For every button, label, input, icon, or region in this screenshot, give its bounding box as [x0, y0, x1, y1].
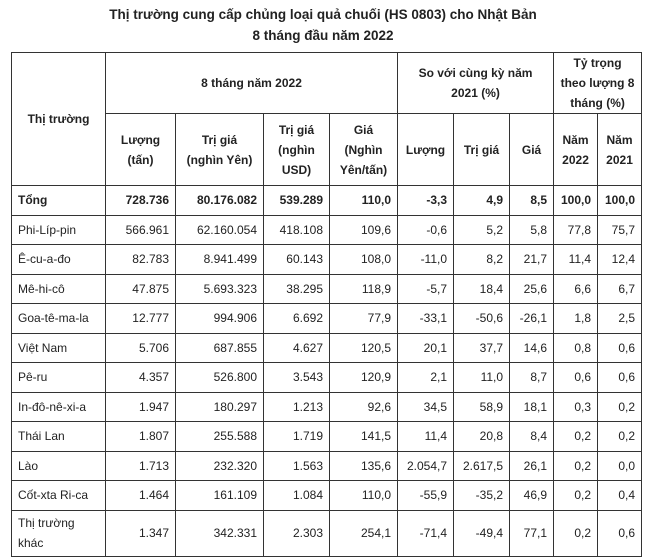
cell-yoy-volume: 2.054,7	[398, 451, 454, 481]
cell-value-usd: 2.303	[264, 510, 330, 556]
header-value-yen: Trị giá (nghìn Yên)	[176, 114, 264, 186]
cell-share-2022: 100,0	[554, 186, 598, 216]
cell-yoy-value: 11,0	[454, 363, 510, 393]
cell-share-2021: 6,7	[598, 274, 642, 304]
cell-yoy-value: 2.617,5	[454, 451, 510, 481]
cell-price: 110,0	[330, 481, 398, 511]
cell-yoy-value: 37,7	[454, 333, 510, 363]
cell-market: Cốt-xta Ri-ca	[12, 481, 106, 511]
cell-value-yen: 161.109	[176, 481, 264, 511]
header-market: Thị trường	[12, 53, 106, 186]
cell-share-2021: 12,4	[598, 245, 642, 275]
cell-volume: 1.464	[106, 481, 176, 511]
cell-share-2021: 0,6	[598, 363, 642, 393]
cell-share-2022: 6,6	[554, 274, 598, 304]
header-group-8-months: 8 tháng năm 2022	[106, 53, 398, 114]
cell-volume: 47.875	[106, 274, 176, 304]
cell-market: In-đô-nê-xi-a	[12, 392, 106, 422]
cell-price: 92,6	[330, 392, 398, 422]
cell-share-2022: 11,4	[554, 245, 598, 275]
cell-share-2021: 0,4	[598, 481, 642, 511]
cell-share-2022: 0,2	[554, 481, 598, 511]
title-line-2: 8 tháng đầu năm 2022	[252, 28, 394, 43]
cell-value-yen: 994.906	[176, 304, 264, 334]
cell-value-usd: 539.289	[264, 186, 330, 216]
cell-value-yen: 526.800	[176, 363, 264, 393]
cell-volume: 5.706	[106, 333, 176, 363]
header-value-usd: Trị giá (nghìn USD)	[264, 114, 330, 186]
cell-yoy-price: 25,6	[510, 274, 554, 304]
cell-yoy-value: 58,9	[454, 392, 510, 422]
cell-yoy-price: 26,1	[510, 451, 554, 481]
cell-value-usd: 1.563	[264, 451, 330, 481]
header-yoy-value: Trị giá	[454, 114, 510, 186]
document-title	[0, 0, 646, 50]
cell-yoy-price: 5,8	[510, 215, 554, 245]
cell-value-yen: 62.160.054	[176, 215, 264, 245]
cell-yoy-volume: -33,1	[398, 304, 454, 334]
cell-yoy-volume: -3,3	[398, 186, 454, 216]
cell-market: Thị trường khác	[12, 510, 106, 556]
cell-yoy-price: 8,5	[510, 186, 554, 216]
header-share-2021: Năm 2021	[598, 114, 642, 186]
header-price: Giá (Nghìn Yên/tấn)	[330, 114, 398, 186]
table-row	[12, 245, 642, 275]
table-row	[12, 363, 642, 393]
header-row-1	[12, 53, 642, 114]
cell-share-2021: 0,2	[598, 392, 642, 422]
cell-market: Pê-ru	[12, 363, 106, 393]
cell-value-usd: 4.627	[264, 333, 330, 363]
cell-yoy-price: 18,1	[510, 392, 554, 422]
cell-yoy-value: 8,2	[454, 245, 510, 275]
cell-yoy-volume: 11,4	[398, 422, 454, 452]
cell-yoy-price: -26,1	[510, 304, 554, 334]
banana-market-table	[11, 52, 642, 557]
cell-value-usd: 1.084	[264, 481, 330, 511]
cell-value-usd: 38.295	[264, 274, 330, 304]
cell-value-usd: 6.692	[264, 304, 330, 334]
cell-yoy-volume: -71,4	[398, 510, 454, 556]
cell-share-2022: 0,6	[554, 363, 598, 393]
cell-volume: 1.947	[106, 392, 176, 422]
cell-share-2022: 77,8	[554, 215, 598, 245]
cell-yoy-volume: 34,5	[398, 392, 454, 422]
header-yoy-volume: Lượng	[398, 114, 454, 186]
cell-price: 118,9	[330, 274, 398, 304]
cell-price: 254,1	[330, 510, 398, 556]
cell-yoy-value: -49,4	[454, 510, 510, 556]
cell-share-2021: 0,6	[598, 510, 642, 556]
cell-price: 135,6	[330, 451, 398, 481]
cell-value-yen: 342.331	[176, 510, 264, 556]
table-row	[12, 215, 642, 245]
cell-market: Thái Lan	[12, 422, 106, 452]
cell-market: Tổng	[12, 186, 106, 216]
cell-volume: 82.783	[106, 245, 176, 275]
cell-share-2021: 0,6	[598, 333, 642, 363]
header-row-2	[12, 114, 642, 186]
header-share-2022: Năm 2022	[554, 114, 598, 186]
cell-yoy-volume: -0,6	[398, 215, 454, 245]
cell-price: 110,0	[330, 186, 398, 216]
cell-share-2022: 0,8	[554, 333, 598, 363]
cell-yoy-price: 8,4	[510, 422, 554, 452]
cell-yoy-price: 8,7	[510, 363, 554, 393]
cell-volume: 566.961	[106, 215, 176, 245]
cell-yoy-value: -35,2	[454, 481, 510, 511]
cell-share-2021: 75,7	[598, 215, 642, 245]
cell-value-yen: 180.297	[176, 392, 264, 422]
cell-value-yen: 255.588	[176, 422, 264, 452]
cell-market: Goa-tê-ma-la	[12, 304, 106, 334]
cell-share-2022: 1,8	[554, 304, 598, 334]
table-row	[12, 392, 642, 422]
header-volume: Lượng (tấn)	[106, 114, 176, 186]
cell-volume: 1.713	[106, 451, 176, 481]
cell-value-usd: 1.213	[264, 392, 330, 422]
cell-volume: 728.736	[106, 186, 176, 216]
header-yoy-price: Giá	[510, 114, 554, 186]
cell-value-usd: 3.543	[264, 363, 330, 393]
cell-yoy-price: 46,9	[510, 481, 554, 511]
cell-yoy-price: 14,6	[510, 333, 554, 363]
cell-market: Phi-Líp-pin	[12, 215, 106, 245]
cell-share-2022: 0,2	[554, 451, 598, 481]
cell-market: Việt Nam	[12, 333, 106, 363]
cell-value-yen: 8.941.499	[176, 245, 264, 275]
cell-yoy-price: 21,7	[510, 245, 554, 275]
cell-value-usd: 418.108	[264, 215, 330, 245]
cell-share-2021: 0,2	[598, 422, 642, 452]
cell-price: 108,0	[330, 245, 398, 275]
cell-price: 120,9	[330, 363, 398, 393]
table-row	[12, 451, 642, 481]
cell-value-yen: 232.320	[176, 451, 264, 481]
cell-volume: 12.777	[106, 304, 176, 334]
cell-yoy-value: -50,6	[454, 304, 510, 334]
table-row	[12, 274, 642, 304]
table-row	[12, 481, 642, 511]
cell-value-usd: 60.143	[264, 245, 330, 275]
cell-yoy-value: 5,2	[454, 215, 510, 245]
cell-yoy-volume: -11,0	[398, 245, 454, 275]
cell-value-yen: 5.693.323	[176, 274, 264, 304]
cell-price: 77,9	[330, 304, 398, 334]
table-row	[12, 333, 642, 363]
cell-share-2022: 0,2	[554, 422, 598, 452]
cell-market: Ê-cu-a-đo	[12, 245, 106, 275]
title-line-1: Thị trường cung cấp chủng loại quả chuối (HS 0803) cho Nhật Bản	[109, 7, 537, 22]
cell-yoy-volume: -55,9	[398, 481, 454, 511]
table-row-total	[12, 186, 642, 216]
cell-volume: 1.807	[106, 422, 176, 452]
table-row	[12, 304, 642, 334]
cell-price: 141,5	[330, 422, 398, 452]
cell-yoy-volume: 2,1	[398, 363, 454, 393]
cell-share-2022: 0,2	[554, 510, 598, 556]
cell-market: Mê-hi-cô	[12, 274, 106, 304]
cell-price: 120,5	[330, 333, 398, 363]
cell-share-2021: 100,0	[598, 186, 642, 216]
cell-share-2021: 2,5	[598, 304, 642, 334]
header-group-share: Tỷ trọng theo lượng 8 tháng (%)	[554, 53, 642, 114]
cell-volume: 1.347	[106, 510, 176, 556]
cell-price: 109,6	[330, 215, 398, 245]
cell-yoy-value: 20,8	[454, 422, 510, 452]
cell-value-usd: 1.719	[264, 422, 330, 452]
cell-market: Lào	[12, 451, 106, 481]
cell-yoy-volume: 20,1	[398, 333, 454, 363]
cell-share-2021: 0,0	[598, 451, 642, 481]
cell-yoy-price: 77,1	[510, 510, 554, 556]
header-group-yoy: So với cùng kỳ năm 2021 (%)	[398, 53, 554, 114]
cell-yoy-volume: -5,7	[398, 274, 454, 304]
table-row	[12, 422, 642, 452]
cell-share-2022: 0,3	[554, 392, 598, 422]
cell-volume: 4.357	[106, 363, 176, 393]
table-row	[12, 510, 642, 556]
cell-yoy-value: 4,9	[454, 186, 510, 216]
cell-value-yen: 687.855	[176, 333, 264, 363]
cell-yoy-value: 18,4	[454, 274, 510, 304]
cell-value-yen: 80.176.082	[176, 186, 264, 216]
